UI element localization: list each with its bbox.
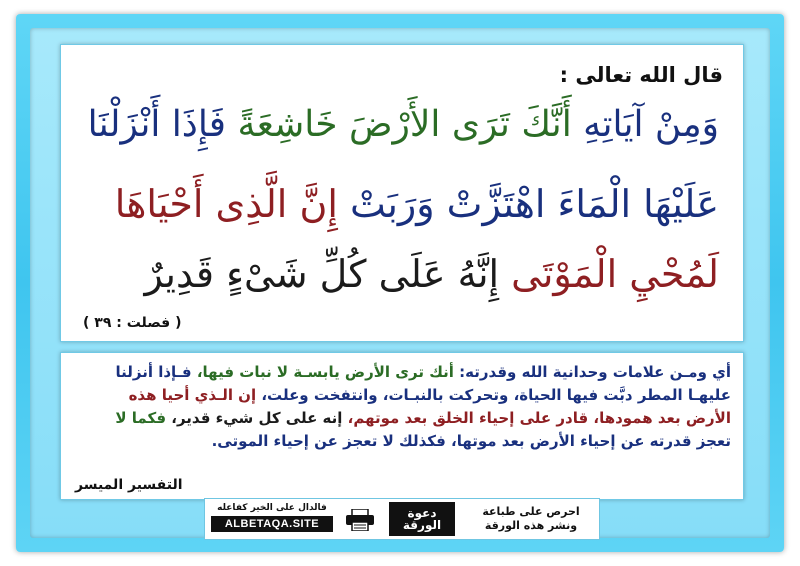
text-segment: إن الـذي أحيا هذه <box>128 386 257 404</box>
tafsir-text <box>73 361 731 453</box>
tafsir-line-1 <box>73 361 731 384</box>
footer-site-block <box>211 503 333 532</box>
text-segment: فَإِذَا أَنْزَلْنَا <box>87 104 227 145</box>
text-segment: تعجز قدرته عن إحياء الأرض بعد موتها، فكذلك لا تعجز عن إحياء الموتى. <box>211 432 731 450</box>
print-note-line-1: احرص على طباعة <box>482 505 580 518</box>
footer-print-note <box>471 505 591 533</box>
tafsir-panel <box>60 352 744 500</box>
verse-line-2 <box>85 182 719 226</box>
tafsir-source: التفسير الميسر <box>75 477 183 493</box>
verse-line-3 <box>85 252 719 296</box>
site-link[interactable]: ALBETAQA.SITE <box>211 516 333 532</box>
tafsir-line-2 <box>73 384 731 407</box>
tafsir-line-4 <box>73 430 731 453</box>
verse-line-1 <box>85 104 719 145</box>
dawah-logo <box>389 502 455 536</box>
text-segment: وَمِنْ آيَاتِهِ <box>571 104 719 145</box>
text-segment: فـإذا أنزلنا <box>115 363 192 381</box>
text-segment: إِنَّ الَّذِى أَحْيَاهَا <box>114 182 338 226</box>
footer-proverb: فالدال على الخير كفاعله <box>217 503 327 513</box>
text-segment: عليهـا المطر دبَّت فيها الحياة، وتحركت بالنبـات، وانتفخت وعلت، <box>256 386 731 404</box>
print-note-line-2: ونشر هذه الورقة <box>484 519 578 532</box>
text-segment: إنه على كل شيء قدير، <box>166 409 343 427</box>
text-segment: لَمُحْيِ الْمَوْتَى <box>499 252 719 296</box>
text-segment: فكما لا <box>115 409 167 427</box>
text-segment: أنك ترى الأرض يابسـة لا نبات فيها، <box>191 363 454 381</box>
text-segment: الأرض بعد همودها، قادر على إحياء الخلق بعد موتهم، <box>342 409 731 427</box>
tafsir-line-3 <box>73 407 731 430</box>
text-segment: عَلَيْهَا الْمَاءَ اهْتَزَّتْ وَرَبَتْ <box>337 182 719 226</box>
text-segment: أَنَّكَ تَرَى الأَرْضَ خَاشِعَةً <box>226 104 572 145</box>
verse-panel <box>60 44 744 342</box>
text-segment: إِنَّهُ عَلَى كُلِّ شَىْءٍ قَدِيرٌ <box>144 252 500 296</box>
printer-icon <box>345 509 375 531</box>
verse-intro: قال الله تعالى : <box>559 63 723 87</box>
logo-line-1: دعوة <box>407 506 437 520</box>
logo-line-2: الورقة <box>402 518 442 532</box>
footer-bar <box>204 498 600 540</box>
verse-reference: ( فصلت : ٣٩ ) <box>83 315 182 331</box>
text-segment: أي ومـن علامات وحدانية الله وقدرته: <box>453 363 731 381</box>
